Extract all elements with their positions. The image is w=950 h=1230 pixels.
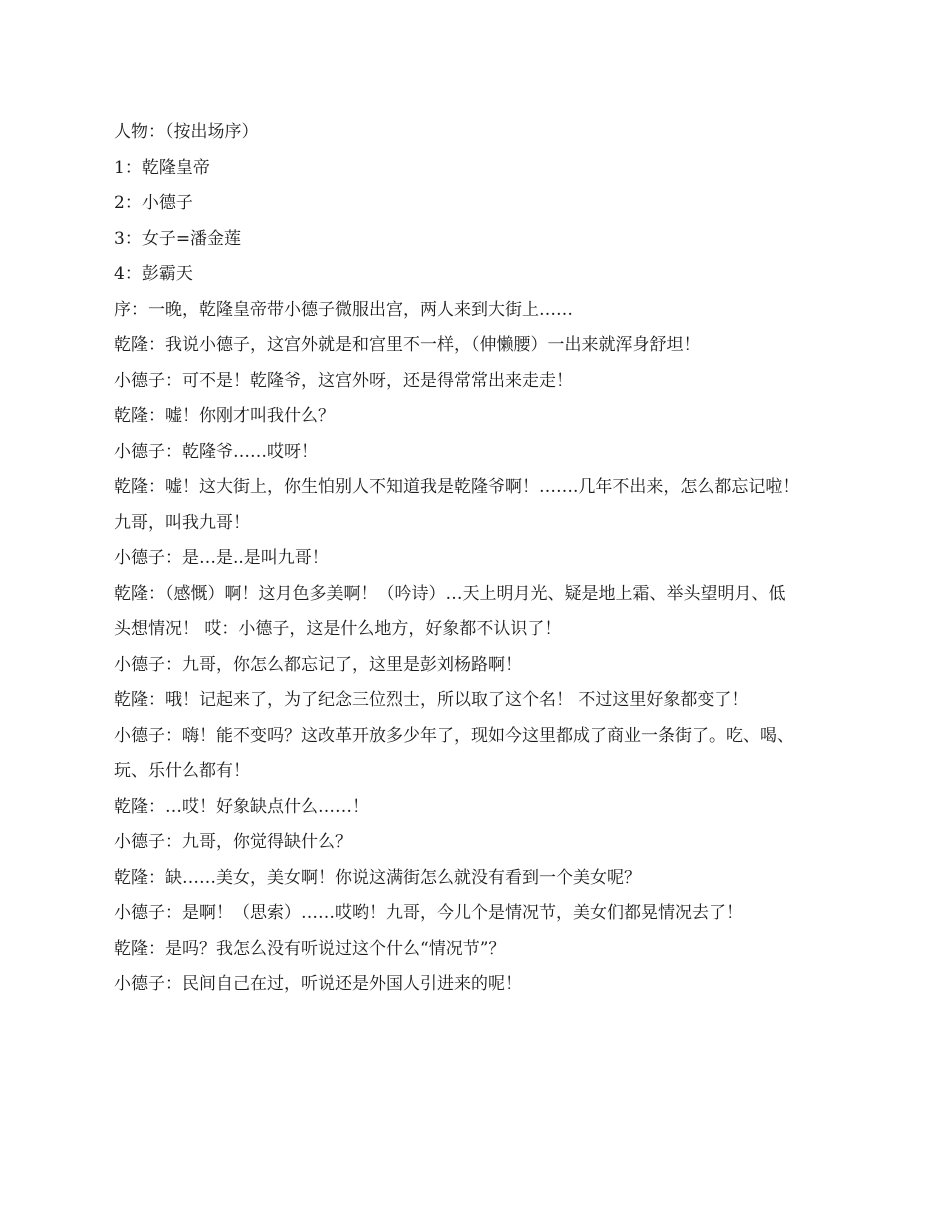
dialogue-line: 小德子：可不是！乾隆爷，这宫外呀，还是得常常出来走走！: [114, 370, 573, 391]
dialogue-line: 小德子：民间自己在过，听说还是外国人引进来的呢！: [114, 974, 522, 994]
dialogue-line: 乾隆：是吗？我怎么没有听说过这个什么“情况节”？: [114, 938, 506, 959]
dialogue-line: 小德子：是啊！（思索）……哎哟！九哥，今儿个是情况节，美女们都晃情况去了！: [114, 903, 743, 923]
cast-item: 2：小德子: [114, 193, 193, 213]
dialogue-line: 小德子：乾隆爷……哎呀！: [114, 441, 318, 462]
dialogue-line: 玩、乐什么都有！: [114, 761, 250, 781]
dialogue-line: 乾隆：（感慨）啊！这月色多美啊！（吟诗）…天上明月光、疑是地上霜、举头望明月、低: [114, 583, 786, 604]
script-text-body: [114, 121, 834, 1009]
dialogue-line: 乾隆：缺……美女，美女啊！你说这满街怎么就没有看到一个美女呢？: [114, 867, 641, 888]
dialogue-line: 乾隆：嘘！这大街上，你生怕别人不知道我是乾隆爷啊！…….几年不出来，怎么都忘记啦！: [114, 477, 800, 497]
dialogue-line: 乾隆：哦！记起来了，为了纪念三位烈士，所以取了这个名！ 不过这里好象都变了！: [114, 690, 749, 710]
cast-item: 4：彭霸天: [114, 264, 193, 284]
dialogue-line: 乾隆：嘘！你刚才叫我什么？: [114, 406, 335, 426]
cast-heading: 人物：（按出场序）: [114, 122, 259, 142]
dialogue-line: 九哥，叫我九哥！: [114, 512, 250, 533]
cast-item: 1：乾隆皇帝: [114, 157, 210, 178]
dialogue-line: 乾隆：…哎！好象缺点什么……！: [114, 796, 369, 817]
cast-item: 3：女子=潘金莲: [114, 228, 242, 249]
dialogue-line: 小德子：九哥，你觉得缺什么？: [114, 832, 352, 852]
dialogue-line: 小德子：嗨！能不变吗？这改革开放多少年了，现如今这里都成了商业一条街了。吃、喝、: [114, 725, 794, 746]
dialogue-line: 小德子：是…是..是叫九哥！: [114, 548, 329, 568]
prologue-line: 序：一晚，乾隆皇帝带小德子微服出宫，两人来到大街上……: [114, 299, 573, 320]
dialogue-line: 小德子：九哥，你怎么都忘记了，这里是彭刘杨路啊！: [114, 654, 522, 675]
dialogue-line: 头想情况！ 哎：小德子，这是什么地方，好象都不认识了！: [114, 619, 562, 639]
dialogue-line: 乾隆：我说小德子，这宫外就是和宫里不一样，（伸懒腰）一出来就浑身舒坦！: [114, 335, 701, 355]
